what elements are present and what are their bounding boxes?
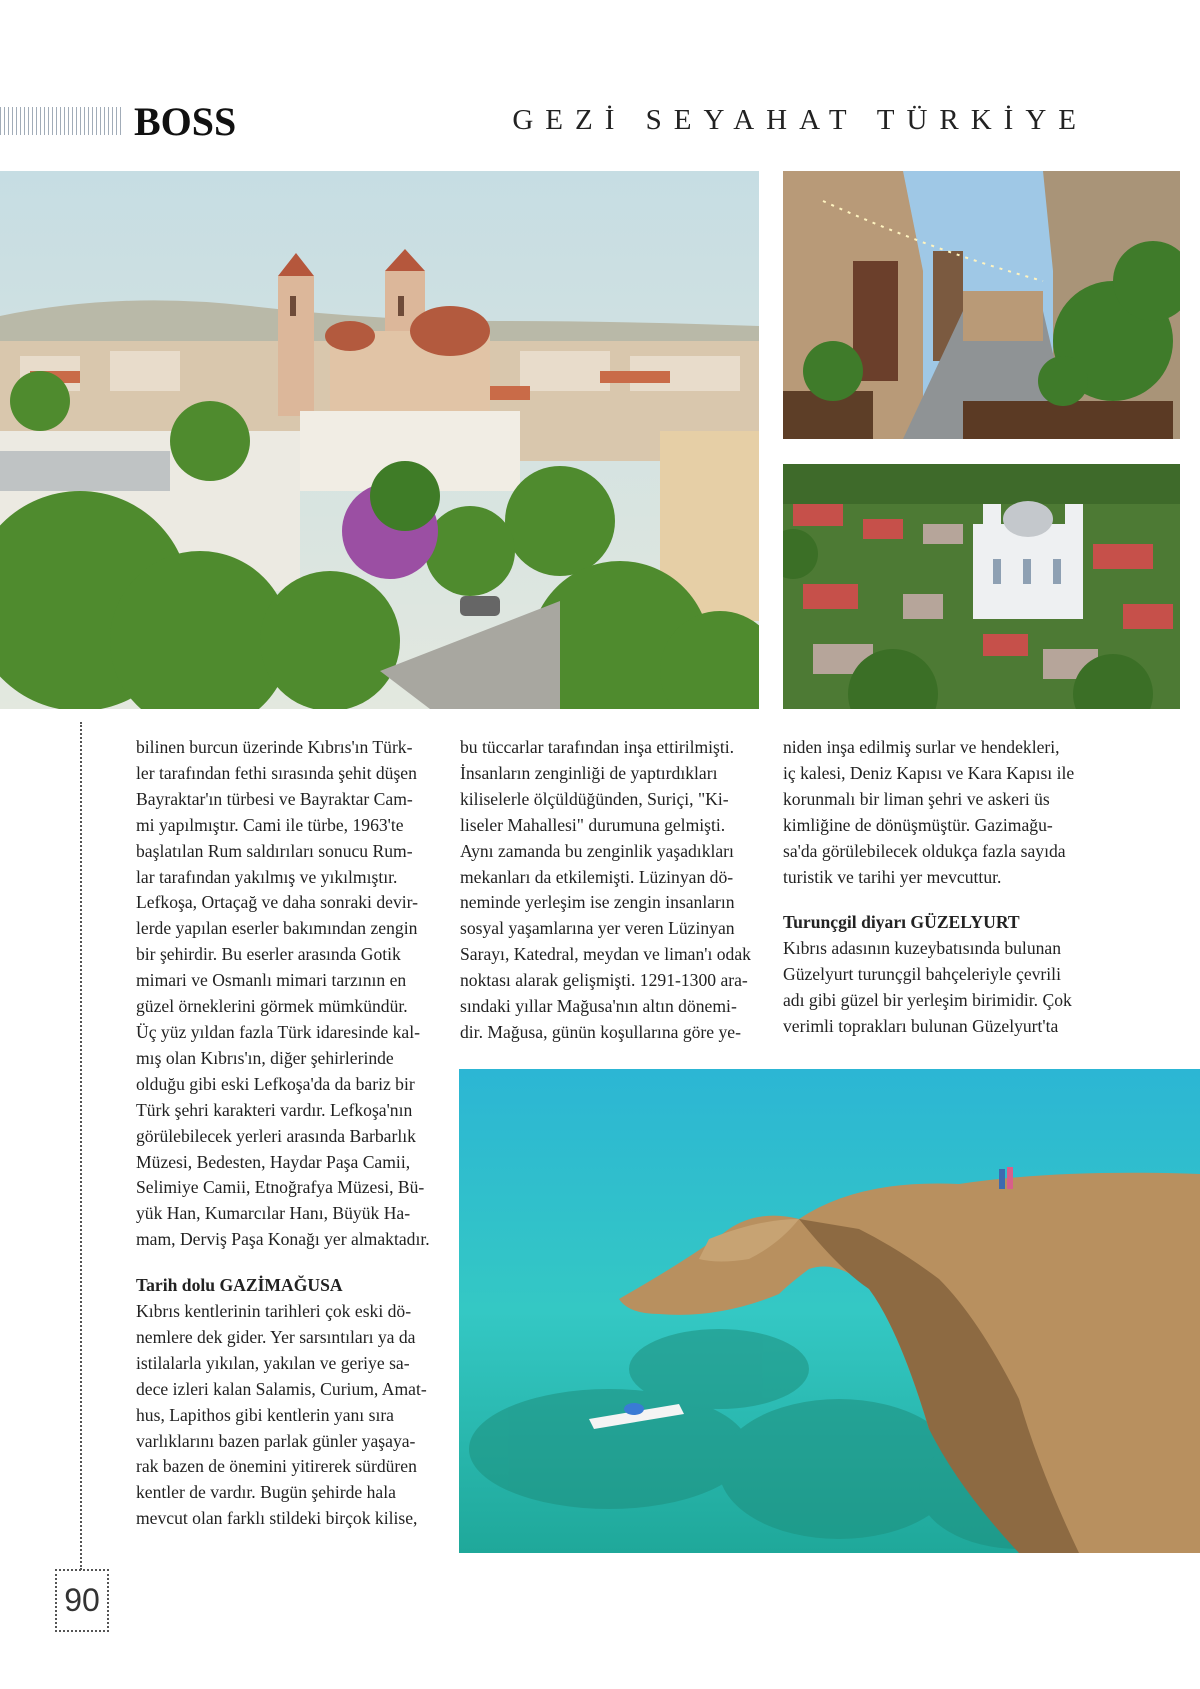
text-line: neminde yerleşim ise zengin insanların <box>460 892 735 913</box>
stone-street-photo <box>783 171 1180 439</box>
text-line: turistik ve tarihi yer mevcuttur. <box>783 866 1002 887</box>
text-line: kentler de vardır. Bugün şehirde hala <box>136 1482 396 1503</box>
text-column-3 <box>783 735 1083 1040</box>
text-line: dece izleri kalan Salamis, Curium, Amat- <box>136 1378 427 1399</box>
text-line: İnsanların zenginliği de yaptırdıkları <box>460 762 718 783</box>
text-line: verimli toprakları bulunan Güzelyurt'ta <box>783 1016 1059 1037</box>
text-column-1 <box>136 735 436 1532</box>
text-line: niden inşa edilmiş surlar ve hendekleri, <box>783 737 1060 757</box>
text-line: Aynı zamanda bu zenginlik yaşadıkları <box>460 840 734 861</box>
text-line: güzel örneklerini görmek mümkündür. <box>136 996 408 1017</box>
subheading-guzelyurt: Turunçgil diyarı GÜZELYURT <box>783 912 1020 933</box>
text-line: Türk şehri karakteri vardır. Lefkoşa'nın <box>136 1099 413 1120</box>
text-line: korunmalı bir liman şehri ve askeri üs <box>783 788 1050 809</box>
text-line: bu tüccarlar tarafından inşa ettirilmişti. <box>460 737 735 757</box>
text-line: kiliselerle ölçüldüğünden, Suriçi, "Ki- <box>460 788 729 809</box>
text-line: Kıbrıs adasının kuzeybatısında bulunan <box>783 938 1062 959</box>
text-line: mimari ve Osmanlı mimari tarzının en <box>136 970 407 991</box>
header-decorative-lines <box>0 107 122 135</box>
text-line: kimliğine de dönüşmüştür. Gazimağu- <box>783 814 1053 835</box>
text-line: Üç yüz yıldan fazla Türk idaresinde kal- <box>136 1021 420 1042</box>
text-line: iç kalesi, Deniz Kapısı ve Kara Kapısı ile <box>783 762 1075 783</box>
dotted-margin-line <box>80 722 82 1570</box>
text-line: mış olan Kıbrıs'ın, diğer şehirlerinde <box>136 1047 394 1068</box>
text-line: nemlere dek gider. Yer sarsıntıları ya da <box>136 1326 416 1347</box>
text-line: Selimiye Camii, Etnoğrafya Müzesi, Bü- <box>136 1177 425 1198</box>
text-line: Lefkoşa, Ortaçağ ve daha sonraki devir- <box>136 892 418 913</box>
text-line: başlatılan Rum saldırıları sonucu Rum- <box>136 840 413 861</box>
text-line: Sarayı, Katedral, meydan ve liman'ı odak <box>460 944 751 965</box>
text-line: ler tarafından fethi sırasında şehit düşen <box>136 762 417 783</box>
text-column-2 <box>460 735 760 1046</box>
text-line: mekanları da etkilemişti. Lüzinyan dö- <box>460 866 734 887</box>
text-line: sosyal yaşamlarına yer veren Lüzinyan <box>460 918 735 939</box>
text-line: lar tarafından yakılmış ve yıkılmıştır. <box>136 866 398 887</box>
village-church-photo <box>783 464 1180 709</box>
text-line: bir şehirdir. Bu eserler arasında Gotik <box>136 944 401 965</box>
text-line: dir. Mağusa, günün koşullarına göre ye- <box>460 1021 741 1042</box>
section-title: GEZİ SEYAHAT TÜRKİYE <box>512 104 1088 136</box>
text-line: Müzesi, Bedesten, Haydar Paşa Camii, <box>136 1151 411 1172</box>
text-line: adı gibi güzel bir yerleşim birimidir. Çok <box>783 990 1072 1011</box>
text-line: sındaki yıllar Mağusa'nın altın dönemi- <box>460 996 737 1017</box>
text-line: liseler Mahallesi" durumuna gelmişti. <box>460 814 726 835</box>
text-line: Kıbrıs kentlerinin tarihleri çok eski dö- <box>136 1301 412 1322</box>
text-line: lerde yapılan eserler bakımından zengin <box>136 918 418 939</box>
text-line: mevcut olan farklı stildeki birçok kilise, <box>136 1508 418 1529</box>
text-line: bilinen burcun üzerinde Kıbrıs'ın Türk- <box>136 737 413 757</box>
text-line: mam, Derviş Paşa Konağı yer almaktadır. <box>136 1229 430 1250</box>
text-line: istilalarla yıkılan, yakılan ve geriye sa- <box>136 1352 410 1373</box>
text-line: rak bazen de önemini yitirerek sürdüren <box>136 1456 417 1477</box>
sea-arch-photo <box>459 1069 1200 1553</box>
magazine-logo: BOSS <box>134 99 237 144</box>
city-cathedral-photo <box>0 171 759 709</box>
text-line: hus, Lapithos gibi kentlerin yanı sıra <box>136 1404 394 1425</box>
text-line: görülebilecek yerleri arasında Barbarlık <box>136 1125 416 1146</box>
text-line: noktası alarak gelişmişti. 1291-1300 ara- <box>460 970 748 991</box>
text-line: mi yapılmıştır. Cami ile türbe, 1963'te <box>136 814 404 835</box>
text-line: varlıklarını bazen parlak günler yaşaya- <box>136 1430 416 1451</box>
text-line: olduğu gibi eski Lefkoşa'da da bariz bir <box>136 1073 415 1094</box>
subheading-gazimagusa: Tarih dolu GAZİMAĞUSA <box>136 1275 343 1296</box>
text-line: sa'da görülebilecek oldukça fazla sayıda <box>783 840 1066 861</box>
text-line: Bayraktar'ın türbesi ve Bayraktar Cam- <box>136 788 413 809</box>
page-number: 90 <box>55 1569 109 1632</box>
text-line: Güzelyurt turunçgil bahçeleriyle çevrili <box>783 964 1061 985</box>
text-line: yük Han, Kumarcılar Hanı, Büyük Ha- <box>136 1203 411 1224</box>
